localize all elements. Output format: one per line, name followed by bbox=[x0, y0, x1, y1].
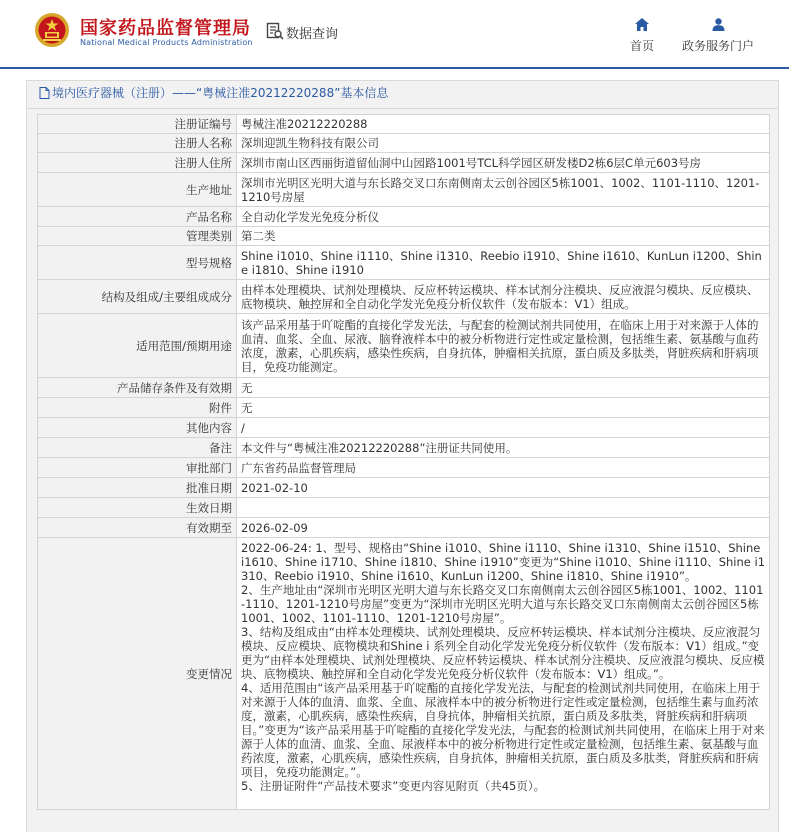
row-value: 深圳迎凯生物科技有限公司 bbox=[237, 134, 770, 153]
row-value: 2021-02-10 bbox=[237, 478, 770, 498]
table-row bbox=[38, 438, 770, 458]
row-value: 深圳市光明区光明大道与东长路交叉口东南侧南太云创谷园区5栋1001、1002、1101-1110、1201-1210号房屋 bbox=[237, 173, 770, 207]
row-value: 无 bbox=[237, 398, 770, 418]
row-value: 全自动化学发光免疫分析仪 bbox=[237, 207, 770, 227]
table-row bbox=[38, 115, 770, 134]
table-row bbox=[38, 173, 770, 207]
table-row bbox=[38, 538, 770, 810]
detail-panel bbox=[26, 80, 779, 832]
row-value: 无 bbox=[237, 378, 770, 398]
row-value: / bbox=[237, 418, 770, 438]
nav-service-portal[interactable] bbox=[677, 18, 759, 54]
row-value: 由样本处理模块、试剂处理模块、反应杯转运模块、样本试剂分注模块、反应液混匀模块、反应模块、底物模块、触控屏和全自动化学发光免疫分析仪软件（发布版本：V1）组成。 bbox=[237, 280, 770, 314]
table-row bbox=[38, 227, 770, 246]
breadcrumb bbox=[39, 85, 388, 101]
row-value: Shine i1010、Shine i1110、Shine i1310、Reebio i1910、Shine i1610、KunLun i1200、Shine i1810、Shine i1910 bbox=[237, 246, 770, 280]
row-value bbox=[237, 498, 770, 518]
national-emblem-icon bbox=[34, 12, 70, 48]
table-row bbox=[38, 280, 770, 314]
site-title[interactable]: 国家药品监督管理局 bbox=[80, 18, 251, 39]
row-label: 审批部门 bbox=[38, 458, 237, 478]
row-value: 粤械注准20212220288 bbox=[237, 115, 770, 134]
table-row bbox=[38, 458, 770, 478]
divider bbox=[27, 108, 778, 109]
table-row bbox=[38, 207, 770, 227]
table-row bbox=[38, 418, 770, 438]
site-subtitle: National Medical Products Administration bbox=[80, 38, 253, 47]
row-label: 适用范围/预期用途 bbox=[38, 314, 237, 378]
row-label: 管理类别 bbox=[38, 227, 237, 246]
document-icon bbox=[39, 87, 50, 99]
nav-home-label: 首页 bbox=[629, 39, 654, 53]
row-label: 备注 bbox=[38, 438, 237, 458]
table-row bbox=[38, 378, 770, 398]
row-value: 该产品采用基于吖啶酯的直接化学发光法，与配套的检测试剂共同使用，在临床上用于对来源于人体的血清、血浆、全血、尿液、脑脊液样本中的被分析物进行定性或定量检测，包括维生素、氨基酸与血药浓度，激素，心肌疾病，感染性疾病，自身抗体，肿瘤相关抗原，蛋白质及多肽类，肾脏疾病和肝病项目，免疫功能测定。 bbox=[237, 314, 770, 378]
home-icon bbox=[635, 18, 649, 31]
user-icon bbox=[712, 18, 725, 31]
data-query-icon[interactable] bbox=[266, 22, 284, 40]
row-label: 注册人名称 bbox=[38, 134, 237, 153]
site-header bbox=[0, 0, 789, 69]
table-row bbox=[38, 498, 770, 518]
table-row bbox=[38, 398, 770, 418]
row-label: 注册证编号 bbox=[38, 115, 237, 134]
row-value: 广东省药品监督管理局 bbox=[237, 458, 770, 478]
nav-portal-label: 政务服务门户 bbox=[681, 39, 754, 53]
data-query-label[interactable]: 数据查询 bbox=[286, 27, 339, 42]
table-row bbox=[38, 518, 770, 538]
row-value: 本文件与“粤械注准20212220288”注册证共同使用。 bbox=[237, 438, 770, 458]
row-value: 深圳市南山区西丽街道留仙洞中山园路1001号TCL科学园区研发楼D2栋6层C单元603号房 bbox=[237, 153, 770, 173]
nav-home[interactable] bbox=[626, 18, 658, 54]
row-label: 产品储存条件及有效期 bbox=[38, 378, 237, 398]
row-value: 2026-02-09 bbox=[237, 518, 770, 538]
row-label: 生产地址 bbox=[38, 173, 237, 207]
breadcrumb-text: 境内医疗器械（注册）——“粤械注准20212220288”基本信息 bbox=[52, 86, 389, 100]
row-label: 附件 bbox=[38, 398, 237, 418]
row-label: 型号规格 bbox=[38, 246, 237, 280]
info-table bbox=[37, 114, 770, 810]
table-row bbox=[38, 134, 770, 153]
table-row bbox=[38, 153, 770, 173]
row-label: 产品名称 bbox=[38, 207, 237, 227]
table-row bbox=[38, 478, 770, 498]
row-label: 结构及组成/主要组成成分 bbox=[38, 280, 237, 314]
row-value: 第二类 bbox=[237, 227, 770, 246]
row-label: 注册人住所 bbox=[38, 153, 237, 173]
row-label: 批准日期 bbox=[38, 478, 237, 498]
table-row bbox=[38, 314, 770, 378]
row-label: 生效日期 bbox=[38, 498, 237, 518]
row-label: 变更情况 bbox=[38, 538, 237, 810]
row-label: 其他内容 bbox=[38, 418, 237, 438]
row-label: 有效期至 bbox=[38, 518, 237, 538]
row-value: 2022-06-24: 1、型号、规格由“Shine i1010、Shine i1110、Shine i1310、Shine i1510、Shine i1610、Shine i1710、Shine i1810、Shine i1910”变更为“Shine i1010、Shine i1110、Shine i1310、Reebio i1910、Shine i1610、KunLun i1200、Shine i1810、Shine i1910”。 2、生产地址由“深圳市光明区光明大道与东长路交叉口东南侧南太云创谷园区5栋1001、1002、1101-1110、1201-1210号房屋”变更为“深圳市光明区光明大道与东长路交叉口东南侧南太云创谷园区5栋1001、1002、1101-1110、1201-1210号房屋”。 3、结构及组成由“由样本处理模块、试剂处理模块、反应杯转运模块、样本试剂分注模块、反应液混匀模块、反应模块、底物模块和Shine i 系列全自动化学发光免疫分析仪软件（发布版本：V1）组成。”变更为“由样本处理模块、试剂处理模块、反应杯转运模块、样本试剂分注模块、反应液混匀模块、反应模块、底物模块、触控屏和全自动化学发光免疫分析仪软件（发布版本：V1）组成。”。 4、适用范围由“该产品采用基于吖啶酯的直接化学发光法，与配套的检测试剂共同使用，在临床上用于对来源于人体的血清、血浆、全血、尿液样本中的被分析物进行定性或定量检测，包括维生素与血药浓度，激素，心肌疾病，感染性疾病，自身抗体，肿瘤相关抗原，蛋白质及多肽类，肾脏疾病和肝病项目。”变更为“该产品采用基于吖啶酯的直接化学发光法，与配套的检测试剂共同使用，在临床上用于对来源于人体的血清、血浆、全血、尿液样本中的被分析物进行定性或定量检测，包括维生素、氨基酸与血药浓度，激素，心肌疾病，感染性疾病，自身抗体，肿瘤相关抗原，蛋白质及多肽类，肾脏疾病和肝病项目，免疫功能测定。”。 5、注册证附件“产品技术要求”变更内容见附页（共45页）。 bbox=[237, 538, 770, 810]
table-row bbox=[38, 246, 770, 280]
